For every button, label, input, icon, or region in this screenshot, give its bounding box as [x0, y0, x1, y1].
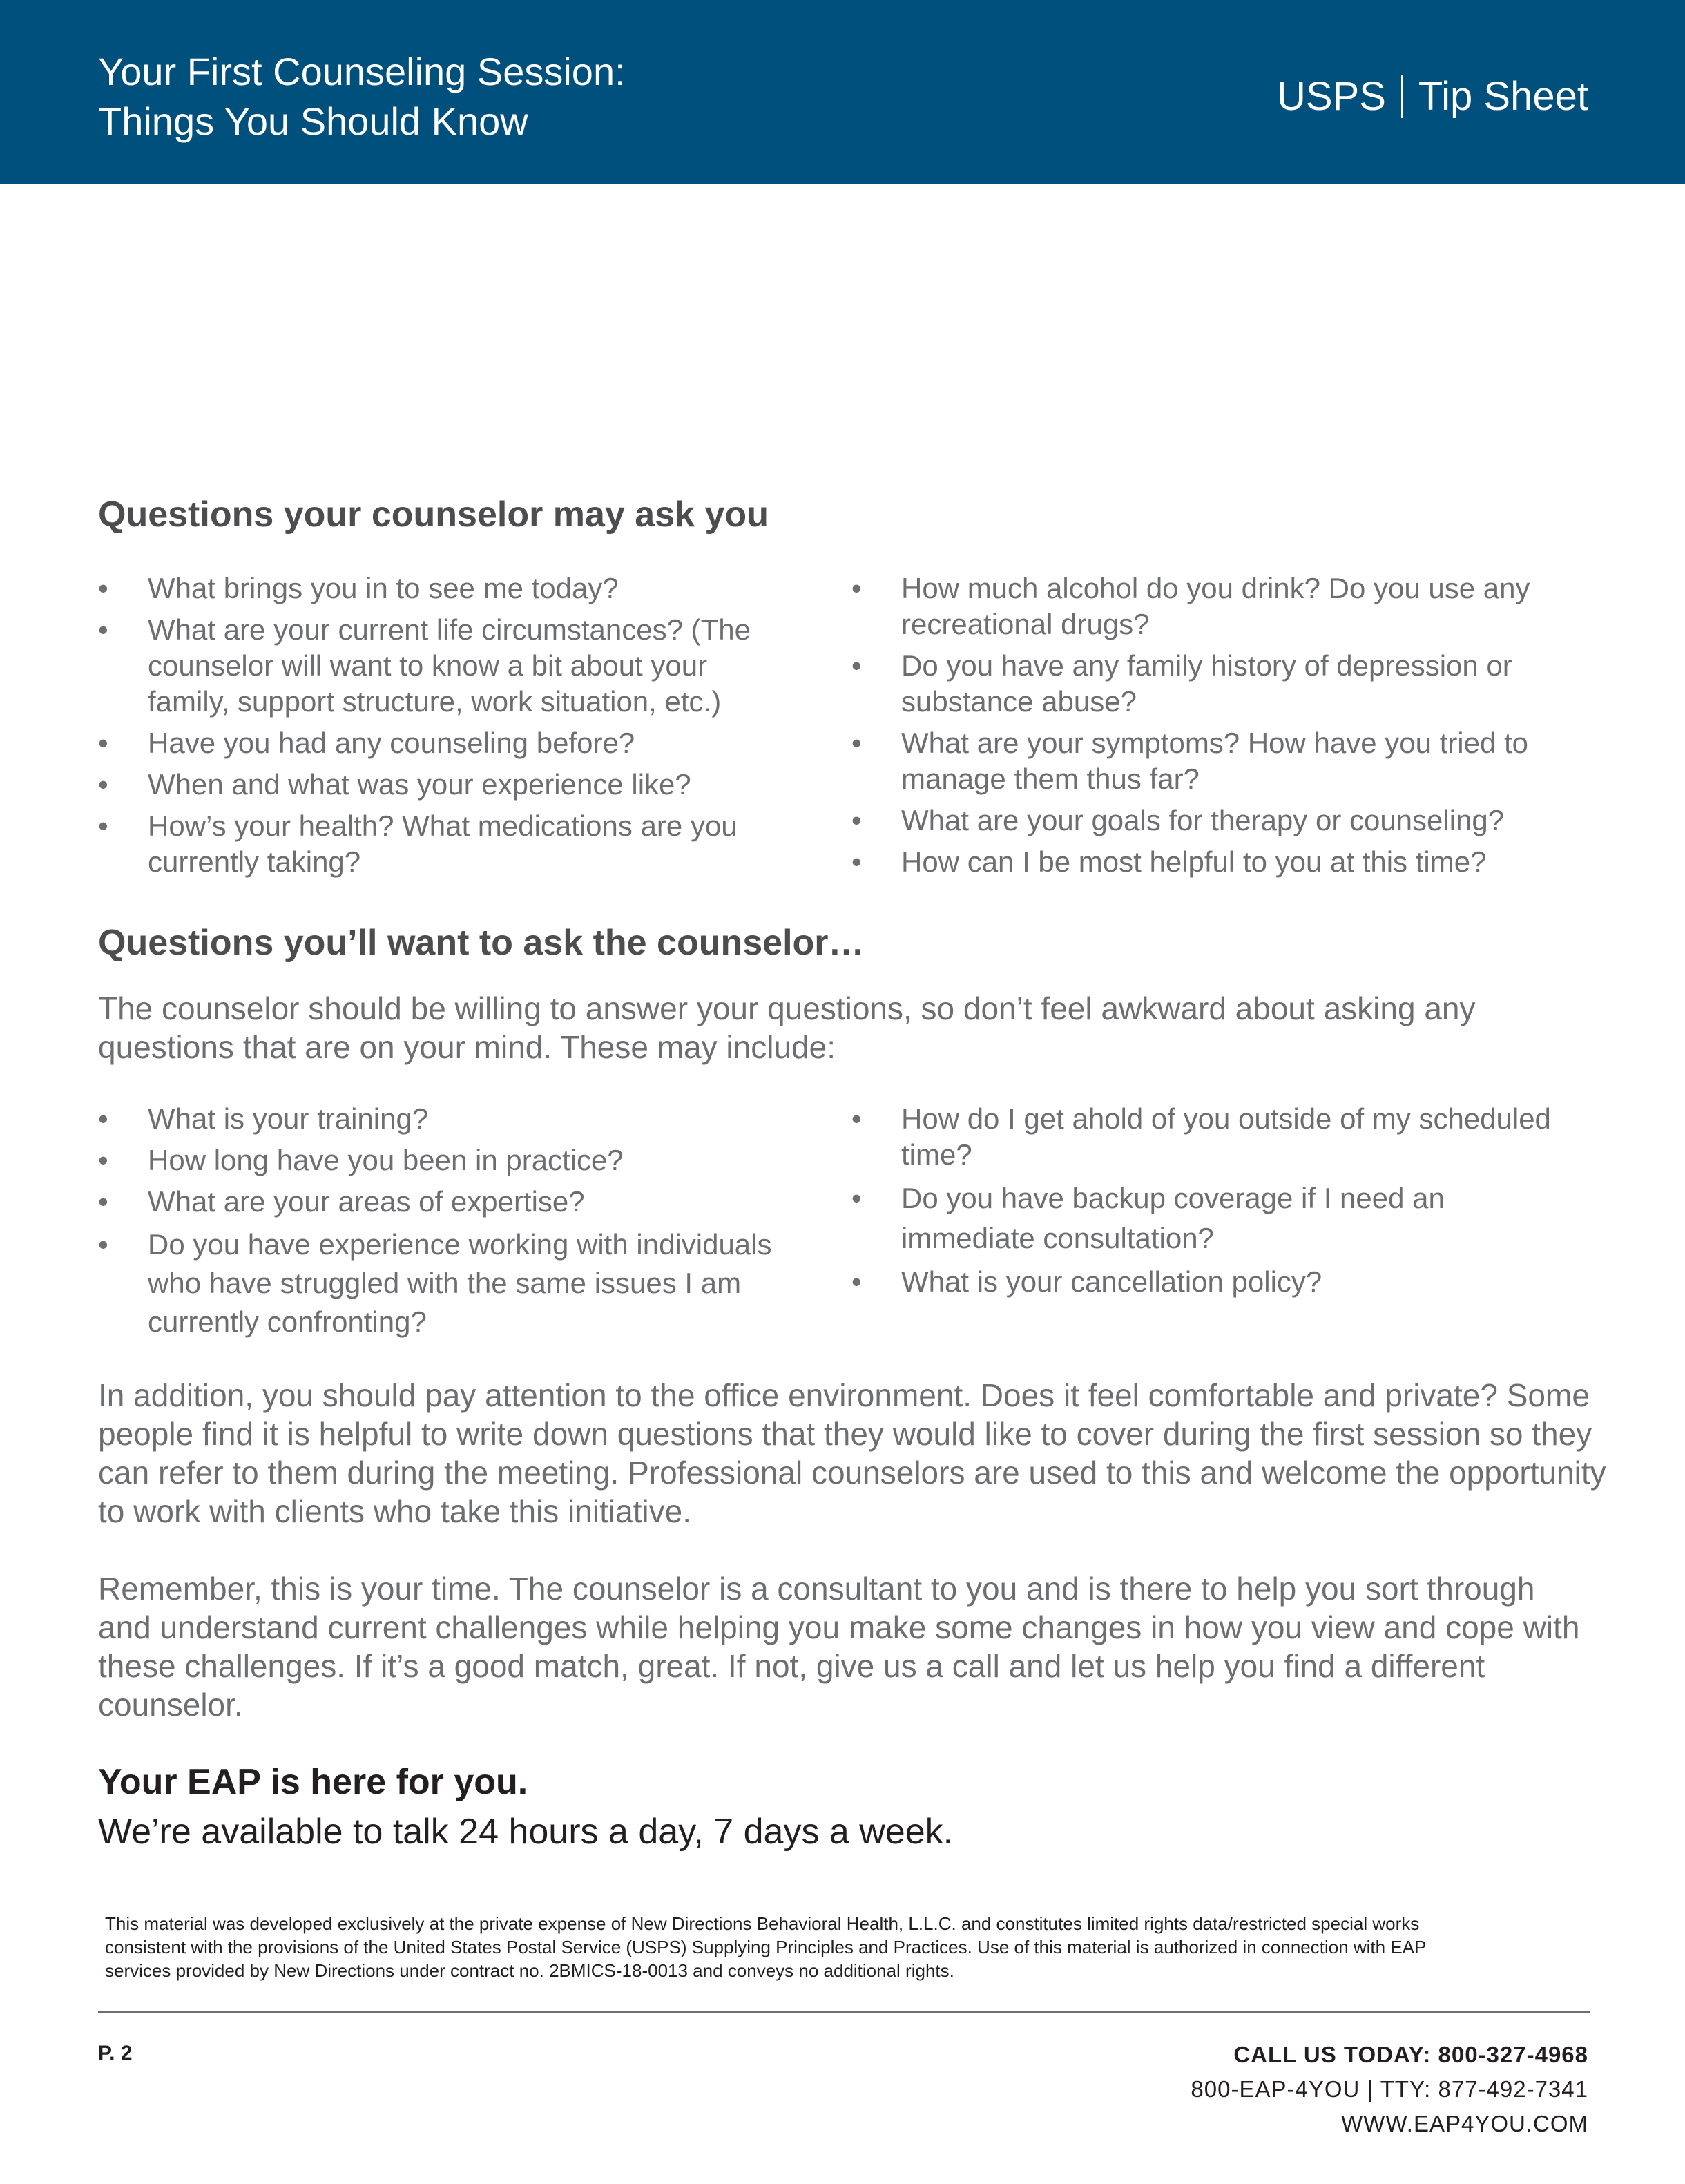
- title-line-2: Things You Should Know: [98, 99, 528, 143]
- page-number: P. 2: [98, 2042, 133, 2065]
- list-item: • What is your cancellation policy?: [851, 1264, 1556, 1300]
- list-item: • What are your symptoms? How have you tried to manage them thus far?: [851, 725, 1590, 797]
- document-title: [98, 47, 626, 146]
- list-item: • Do you have experience working with individuals who have struggled with the same issues I am currently confronting?: [98, 1225, 816, 1341]
- counselor-questions-right: [851, 571, 1590, 880]
- list-item: • How’s your health? What medications are you currently taking?: [98, 808, 796, 880]
- website-link[interactable]: WWW.EAP4YOU.COM: [1341, 2111, 1588, 2136]
- header-brand: [1277, 72, 1588, 122]
- call-us-phone: CALL US TODAY: 800-327-4968: [1233, 2042, 1588, 2067]
- list-item: • What are your goals for therapy or counseling?: [851, 803, 1590, 839]
- list-item: • How long have you been in practice?: [98, 1142, 816, 1178]
- doc-type: Tip Sheet: [1418, 74, 1588, 119]
- ask-counselor-right: [851, 1101, 1556, 1300]
- footer-divider: [98, 2011, 1590, 2013]
- list-item: • What is your training?: [98, 1101, 816, 1137]
- counselor-questions-left: [98, 571, 796, 880]
- section-title-counselor-asks: Questions your counselor may ask you: [98, 495, 769, 535]
- brand-name: USPS: [1276, 74, 1386, 119]
- alt-phones: 800-EAP-4YOU | TTY: 877-492-7341: [1191, 2076, 1588, 2102]
- contact-info: [1191, 2038, 1588, 2141]
- eap-availability: We’re available to talk 24 hours a day, 7 days a week.: [98, 1812, 954, 1852]
- list-item: • How do I get ahold of you outside of my scheduled time?: [851, 1101, 1556, 1173]
- eap-headline: Your EAP is here for you.: [98, 1762, 528, 1802]
- ask-counselor-left: [98, 1101, 816, 1341]
- paragraph-your-time: Remember, this is your time. The counselor is a consultant to you and is there to help you sort through and understand current challenges while helping you make some changes in how you view and cope with these challenges. If it’s a good match, great. If not, give us a call and let us help you find a different counselor.: [98, 1571, 1580, 1723]
- title-line-1: Your First Counseling Session:: [98, 50, 626, 93]
- brand-divider: [1401, 75, 1403, 118]
- list-item: • Have you had any counseling before?: [98, 725, 796, 761]
- list-item: • Do you have backup coverage if I need an immediate consultation?: [851, 1178, 1556, 1258]
- section2-intro: The counselor should be willing to answer your questions, so don’t feel awkward about asking any questions that are on your mind. These may include:: [98, 990, 1476, 1065]
- list-item: • How can I be most helpful to you at this time?: [851, 844, 1590, 880]
- list-item: • What are your areas of expertise?: [98, 1184, 816, 1220]
- list-item: • How much alcohol do you drink? Do you use any recreational drugs?: [851, 571, 1590, 642]
- section-title-ask-counselor: Questions you’ll want to ask the counselor…: [98, 923, 865, 963]
- list-item: • When and what was your experience like?: [98, 767, 796, 803]
- list-item: • What brings you in to see me today?: [98, 571, 796, 606]
- paragraph-office-environment: In addition, you should pay attention to the office environment. Does it feel comfortable and private? Some people find it is helpful to write down questions that they would like to cover during the first session so they can refer to them during the meeting. Professional counselors are used to this and welcome the opportunity to work with clients who take this initiative.: [98, 1377, 1606, 1529]
- header-banner: [0, 0, 1685, 184]
- list-item: • What are your current life circumstances? (The counselor will want to know a bit about your family, support structure, work situation, etc.): [98, 612, 796, 720]
- list-item: • Do you have any family history of depression or substance abuse?: [851, 648, 1590, 720]
- legal-disclaimer: This material was developed exclusively at the private expense of New Directions Behavioral Health, L.L.C. and constitutes limited rights data/restricted special works consistent with the provisions of the United States Postal Service (USPS) Supplying Principles and Practices. Use of this material is authorized in connection with EAP services provided by New Directions under contract no. 2BMICS-18-0013 and conveys no additional rights.: [105, 1913, 1426, 1981]
